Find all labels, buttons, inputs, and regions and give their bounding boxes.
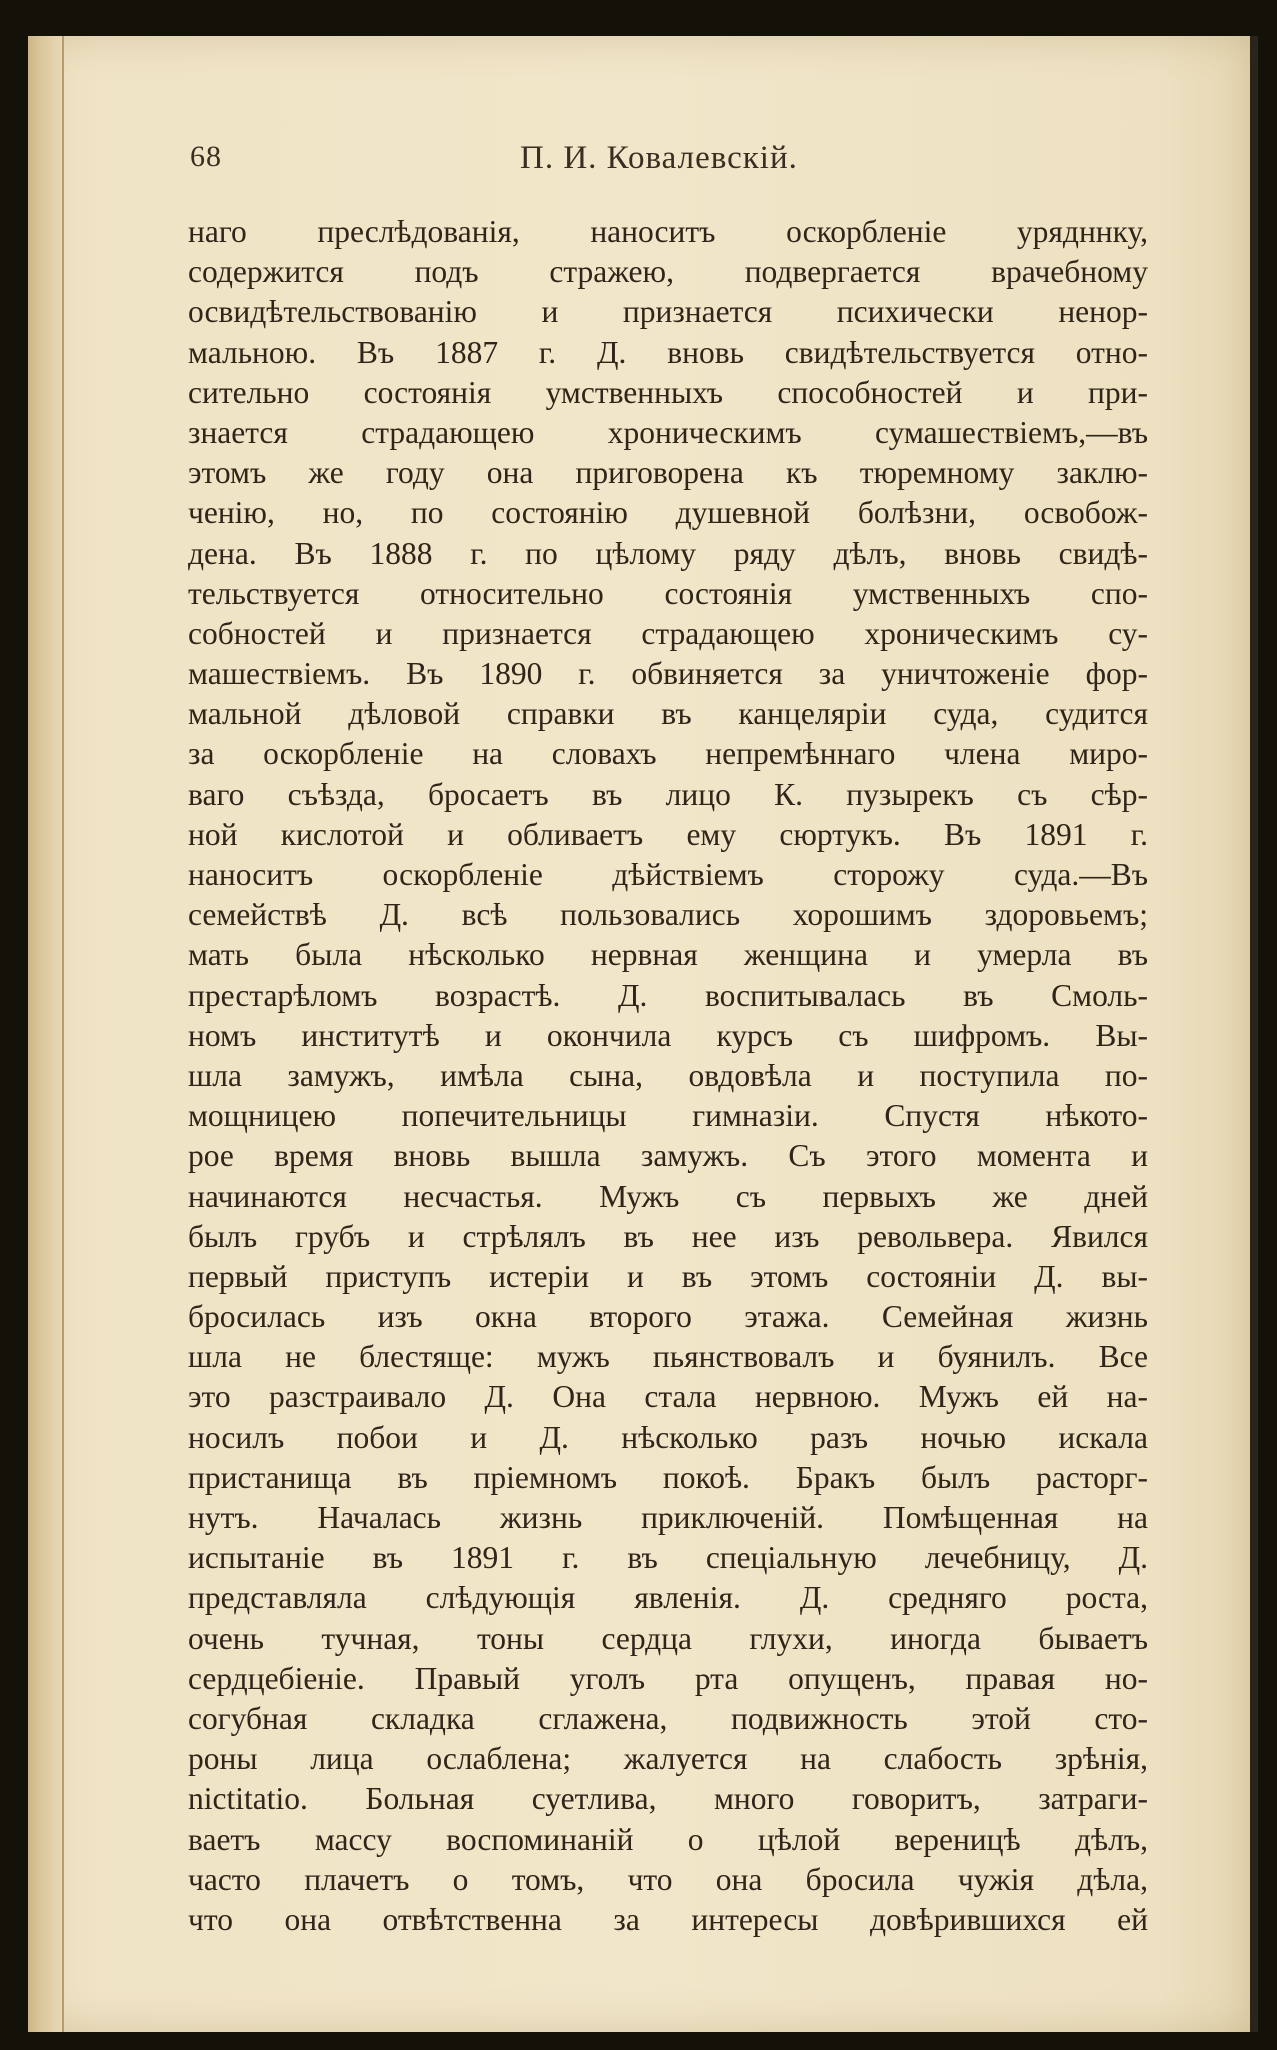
book-binding-edge bbox=[28, 36, 64, 2032]
text-line: за оскорбленіе на словахъ непремѣннаго члена миро- bbox=[188, 736, 1148, 772]
text-line: ной кислотой и обливаетъ ему сюртукъ. Въ 1891 г. bbox=[188, 816, 1148, 852]
text-line: первый приступъ истеріи и въ этомъ состояніи Д. вы- bbox=[188, 1258, 1148, 1294]
text-line: нутъ. Началась жизнь приключеній. Помѣщенная на bbox=[188, 1500, 1148, 1535]
text-line: мальной дѣловой справки въ канцеляріи суда, судится bbox=[188, 696, 1148, 732]
text-line: носилъ побои и Д. нѣсколько разъ ночью искала bbox=[188, 1419, 1148, 1455]
text-line: мощницею попечительницы гимназіи. Спустя нѣкото- bbox=[188, 1098, 1148, 1134]
text-line: сительно состоянія умственныхъ способностей и при- bbox=[188, 374, 1148, 410]
text-line: испытаніе въ 1891 г. въ спеціальную лечебницу, Д. bbox=[188, 1540, 1148, 1576]
text-line: наноситъ оскорбленіе дѣйствіемъ сторожу суда.—Въ bbox=[188, 857, 1148, 892]
text-line: ваго съѣзда, бросаетъ въ лицо К. пузырекъ съ сѣр- bbox=[188, 776, 1148, 812]
text-line: очень тучная, тоны сердца глухи, иногда бываетъ bbox=[188, 1620, 1148, 1656]
text-line: наго преслѣдованія, наноситъ оскорбленіе урядннку, bbox=[188, 214, 1148, 249]
page-right-edge bbox=[1250, 36, 1258, 2032]
text-line: шла не блестяще: мужъ пьянствовалъ и буянилъ. Все bbox=[188, 1339, 1148, 1375]
text-line: это разстраивало Д. Она стала нервною. Мужъ ей на- bbox=[188, 1379, 1148, 1415]
text-line: освидѣтельствованію и признается психически ненор- bbox=[188, 294, 1148, 330]
text-line: престарѣломъ возрастѣ. Д. воспитывалась въ Смоль- bbox=[188, 977, 1148, 1013]
text-line: согубная складка сглажена, подвижность этой сто- bbox=[188, 1700, 1148, 1736]
text-line: шла замужъ, имѣла сына, овдовѣла и поступила по- bbox=[188, 1057, 1148, 1093]
text-line: пристанища въ пріемномъ покоѣ. Бракъ былъ расторг- bbox=[188, 1459, 1148, 1495]
body-text bbox=[188, 212, 1148, 1940]
text-line: представляла слѣдующія явленія. Д. средняго роста, bbox=[188, 1580, 1148, 1616]
text-line: машествіемъ. Въ 1890 г. обвиняется за уничтоженіе фор- bbox=[188, 656, 1148, 692]
page-number: 68 bbox=[190, 140, 222, 173]
text-line: рое время вновь вышла замужъ. Съ этого момента и bbox=[188, 1138, 1148, 1174]
text-line: nictitatio. Больная суетлива, много говоритъ, затраги- bbox=[188, 1781, 1148, 1817]
text-line: этомъ же году она приговорена къ тюремному заклю- bbox=[188, 455, 1148, 491]
text-line: начинаются несчастья. Мужъ съ первыхъ же дней bbox=[188, 1178, 1148, 1214]
text-line: былъ грубъ и стрѣлялъ въ нее изъ револьвера. Явился bbox=[188, 1218, 1148, 1254]
text-line: бросилась изъ окна второго этажа. Семейная жизнь bbox=[188, 1299, 1148, 1335]
text-line: роны лица ослаблена; жалуется на слабость зрѣнія, bbox=[188, 1741, 1148, 1777]
text-line: собностей и признается страдающею хроническимъ су- bbox=[188, 615, 1148, 651]
text-line: номъ институтѣ и окончила курсъ съ шифромъ. Вы- bbox=[188, 1017, 1148, 1053]
text-line: содержится подъ стражею, подвергается врачебному bbox=[188, 254, 1148, 290]
text-line: мать была нѣсколько нервная женщина и умерла въ bbox=[188, 937, 1148, 973]
text-line: дена. Въ 1888 г. по цѣлому ряду дѣлъ, вновь свидѣ- bbox=[188, 535, 1148, 571]
text-line: тельствуется относительно состоянія умственныхъ спо- bbox=[188, 575, 1148, 611]
text-line: знается страдающею хроническимъ сумашествіемъ,—въ bbox=[188, 414, 1148, 450]
text-line: мальною. Въ 1887 г. Д. вновь свидѣтельствуется отно- bbox=[188, 334, 1148, 370]
page-header bbox=[190, 140, 1150, 184]
text-line: ваетъ массу воспоминаній о цѣлой вереницѣ дѣлъ, bbox=[188, 1821, 1148, 1857]
text-line: ченію, но, по состоянію душевной болѣзни, освобож- bbox=[188, 495, 1148, 531]
text-line: семействѣ Д. всѣ пользовались хорошимъ здоровьемъ; bbox=[188, 897, 1148, 933]
text-line: сердцебіеніе. Правый уголъ рта опущенъ, правая но- bbox=[188, 1660, 1148, 1696]
text-line: часто плачетъ о томъ, что она бросила чужія дѣла, bbox=[188, 1861, 1148, 1897]
text-line: что она отвѣтственна за интересы довѣрившихся ей bbox=[188, 1901, 1148, 1937]
running-head-author: П. И. Ковалевскій. bbox=[520, 140, 798, 176]
